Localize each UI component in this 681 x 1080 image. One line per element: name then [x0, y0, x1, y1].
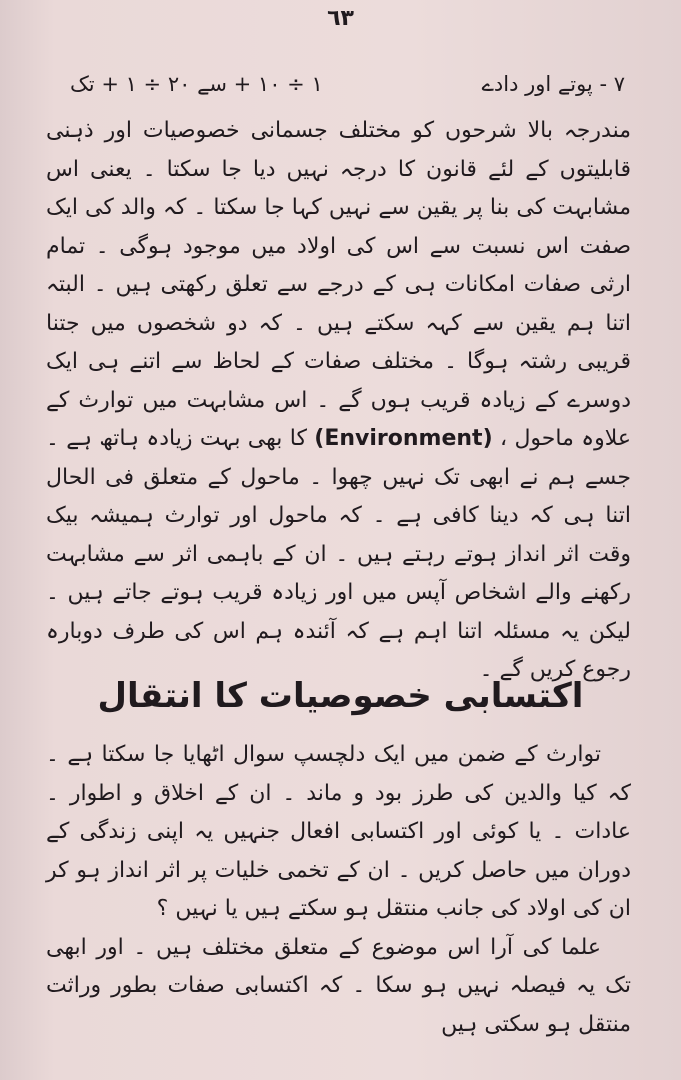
english-term: (Environment): [314, 426, 493, 451]
list-item-title: ۷ - پوتے اور دادے: [481, 72, 625, 96]
body-text-block: [46, 112, 631, 690]
body-text-block: [46, 736, 631, 1044]
paragraph-scholars-opinion: علما کی آرا اس موضوع کے متعلق مختلف ہیں ۔ اور ابھی تک یہ فیصلہ نہیں ہو سکا ۔ کہ اکتسابی صفات بطور وراثت منتقل ہو سکتی ہیں: [46, 934, 631, 1037]
paragraph-acquired-traits: توارث کے ضمن میں ایک دلچسپ سوال اٹھایا جا سکتا ہے ۔ کہ کیا والدین کی طرز بود و ماند ۔ ان کے اخلاق و اطوار ۔ عادات ۔ یا کوئی اور اکتسابی افعال جنہیں یہ اپنی زندگی کے دوران میں حاصل کریں ۔ ان کے تخمی خلیات پر اثر انداز ہو کر ان کی اولاد کی جانب منتقل ہو سکتے ہیں یا نہیں ؟: [46, 742, 631, 921]
page-number: ٦٣: [327, 6, 354, 31]
paragraph-text: مندرجہ بالا شرحوں کو مختلف جسمانی خصوصیات اور ذہنی قابلیتوں کے لئے قانون کا درجہ نہیں دیا جا سکتا ۔ یعنی اس مشابہت کی بنا پر یقین سے نہیں کہا جا سکتا ۔ کہ والد کی ایک صفت اس نسبت سے اس کی اولاد میں موجود ہوگی ۔ تمام ارثی صفات امکانات ہی کے درجے سے تعلق رکھتی ہیں ۔ البتہ اتنا ہم یقین سے کہہ سکتے ہیں ۔ کہ دو شخصوں میں جتنا قریبی رشتہ ہوگا ۔ مختلف صفات کے لحاظ سے اتنے ہی ایک دوسرے کے زیادہ قریب ہوں گے ۔ اس مشابہت میں توارث کے علاوہ ماحول ،: [46, 118, 632, 451]
section-heading: اکتسابی خصوصیات کا انتقال: [97, 676, 584, 716]
paragraph-environment: [46, 112, 631, 690]
paragraph-text: کا بھی بہت زیادہ ہاتھ ہے ۔ جسے ہم نے ابھی تک نہیں چھوا ۔ ماحول کے متعلق فی الحال اتنا ہی کہ دینا کافی ہے ۔ کہ ماحول اور توارث ہمیشہ بیک وقت اثر انداز ہوتے رہتے ہیں ۔ ان کے باہمی اثر سے مشابہت رکھنے والے اشخاص آپس میں اور زیادہ قریب ہوتے جاتے ہیں ۔ لیکن یہ مسئلہ اتنا اہم ہے کہ آئندہ ہم اس کی طرف دوبارہ رجوع کریں گے ۔: [46, 426, 631, 682]
list-item-values: ۱ ÷ ۱۰ + سے ۲۰ ÷ ۱ + تک: [70, 72, 323, 96]
list-item-header: [70, 72, 625, 114]
